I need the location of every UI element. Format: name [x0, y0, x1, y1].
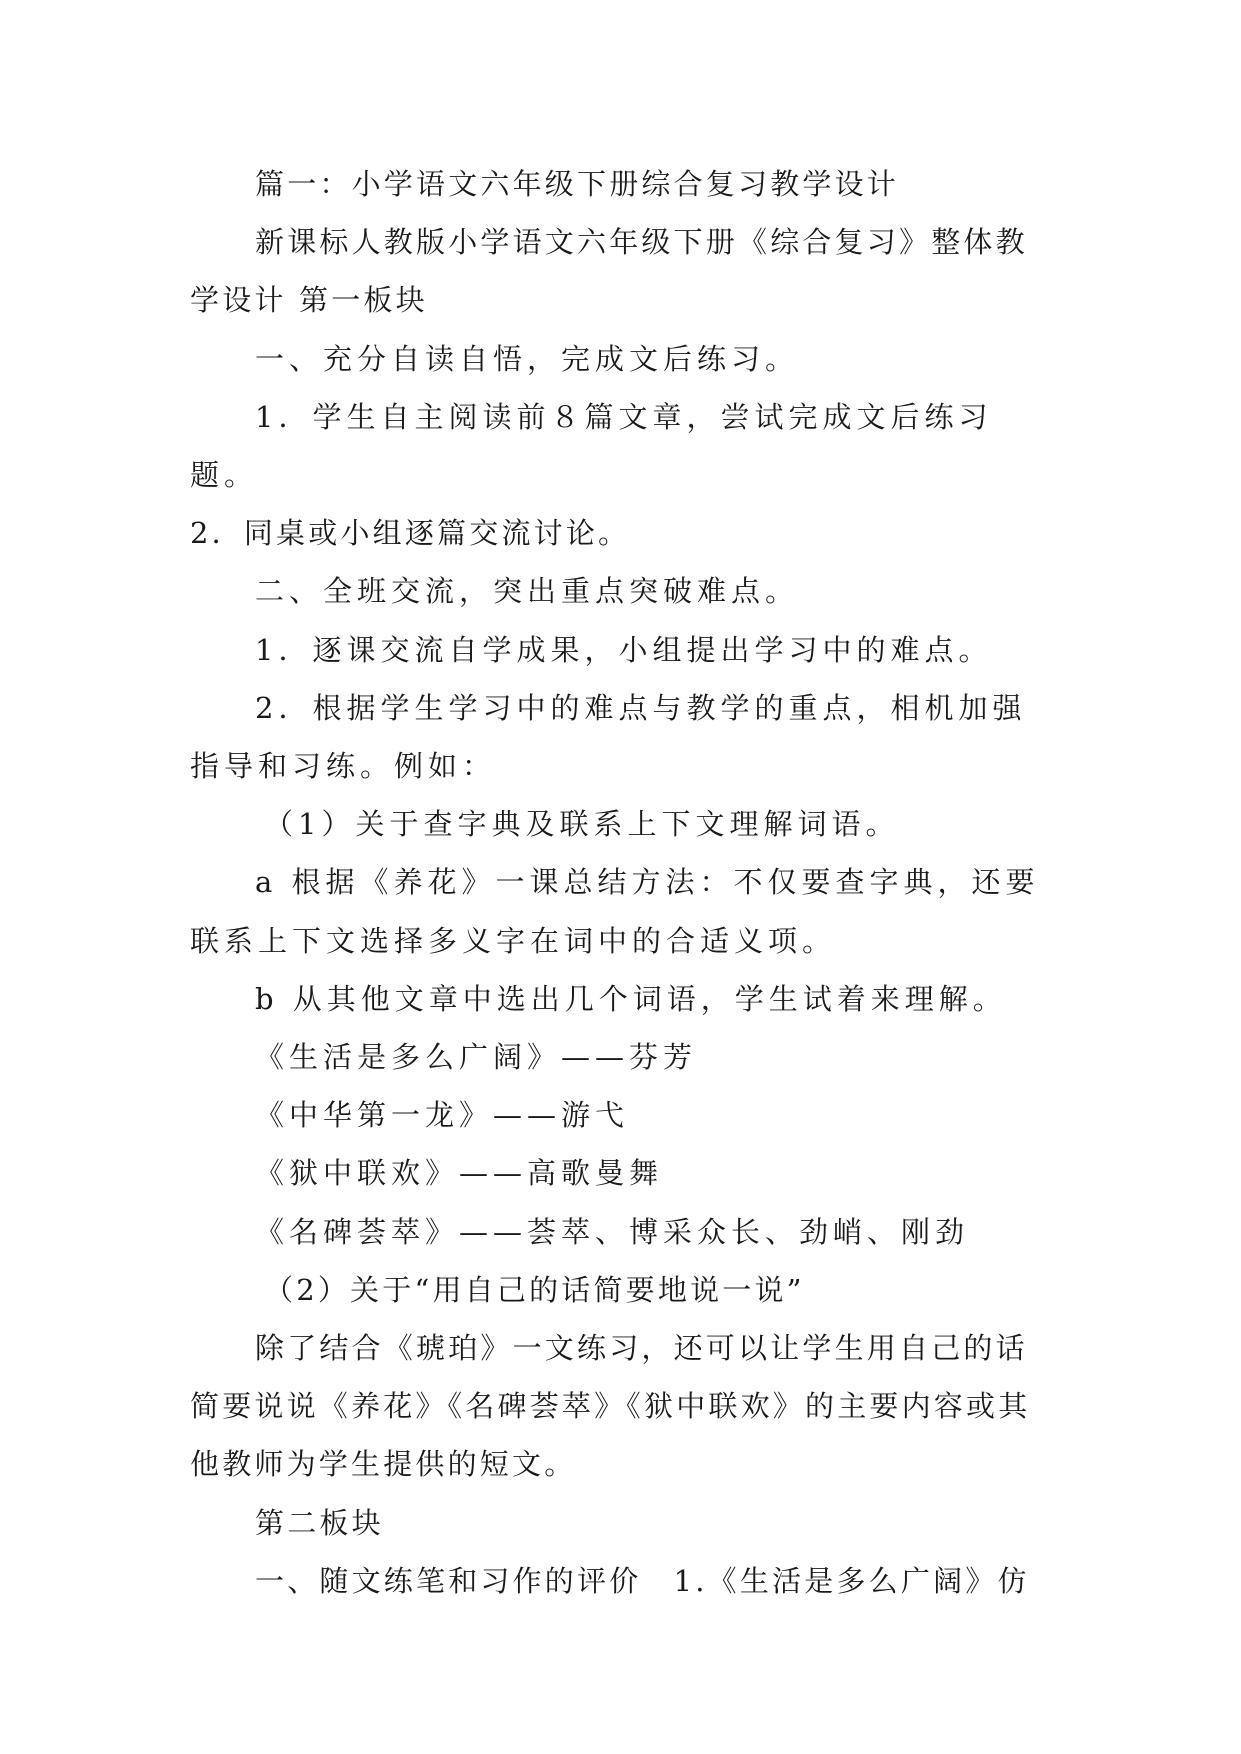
paragraph-7: 2．根据学生学习中的难点与教学的重点，相机加强指导和习练。例如： — [190, 690, 1027, 784]
paragraph-18: 一、随文练笔和习作的评价 1.《生活是多么广阔》仿 — [255, 1563, 1030, 1598]
paragraph-12: 《中华第一龙》——游弋 — [255, 1098, 630, 1133]
paragraph-1: 新课标人教版小学语文六年级下册《综合复习》整体教学设计 第一板块 — [190, 225, 1028, 318]
paragraph-15: （2）关于“用自己的话简要地说一说” — [264, 1272, 805, 1307]
paragraph-4: 2．同桌或小组逐篇交流讨论。 — [190, 516, 631, 551]
document-body — [190, 155, 1050, 1610]
paragraph-6: 1．逐课交流自学成果，小组提出学习中的难点。 — [255, 632, 993, 667]
paragraph-5: 二、全班交流，突出重点突破难点。 — [255, 574, 800, 609]
paragraph-11: 《生活是多么广阔》——芬芳 — [255, 1040, 698, 1075]
paragraph-13: 《狱中联欢》——高歌曼舞 — [255, 1156, 664, 1191]
paragraph-14: 《名碑荟萃》——荟萃、博采众长、劲峭、刚劲 — [255, 1214, 970, 1249]
paragraph-8: （1）关于查字典及联系上下文理解词语。 — [264, 807, 900, 842]
paragraph-9: a 根据《养花》一课总结方法：不仅要查字典，还要联系上下文选择多义字在词中的合适义项。 — [190, 865, 1040, 958]
paragraph-2: 一、充分自读自悟，完成文后练习。 — [255, 341, 800, 376]
paragraph-17: 第二板块 — [255, 1505, 384, 1540]
document-title: 篇一：小学语文六年级下册综合复习教学设计 — [255, 167, 900, 201]
paragraph-16: 除了结合《琥珀》一文练习，还可以让学生用自己的话简要说说《养花》《名碑荟萃》《狱中联欢》的主要内容或其他教师为学生提供的短文。 — [190, 1331, 1031, 1482]
paragraph-10: b 从其他文章中选出几个词语，学生试着来理解。 — [255, 981, 1007, 1016]
paragraph-3: 1．学生自主阅读前８篇文章，尝试完成文后练习题。 — [190, 399, 993, 493]
